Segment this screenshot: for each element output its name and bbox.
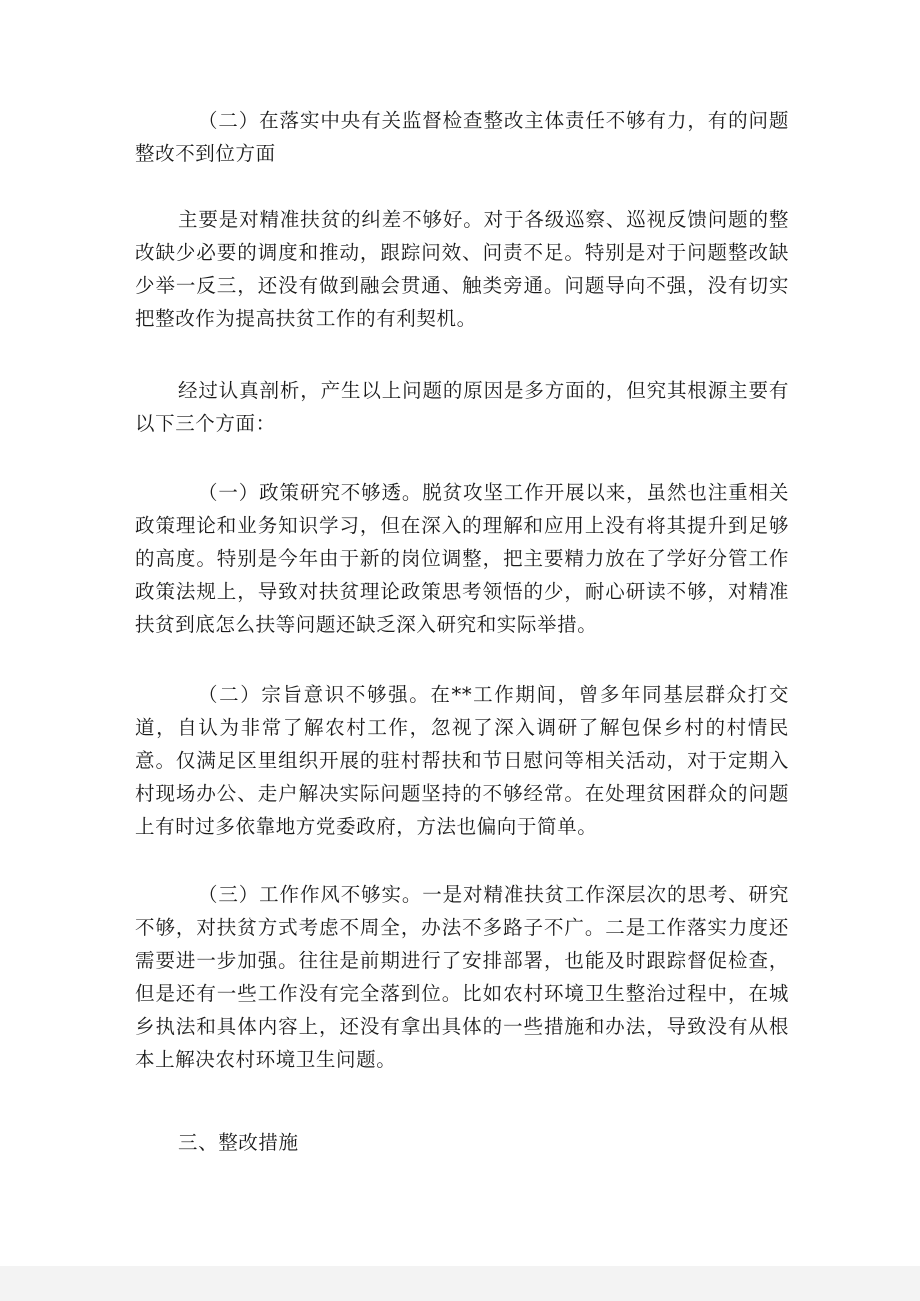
paragraph-cause-work-style: （三）工作作风不够实。一是对精准扶贫工作深层次的思考、研究不够，对扶贫方式考虑不周全，办法不多路子不广。二是工作落实力度还需要进一步加强。往往是前期进行了安排部署，也能及时跟踪督促检查，但是还有一些工作没有完全落到位。比如农村环境卫生整治过程中，在城乡执法和具体内容上，还没有拿出具体的一些措施和办法，导致没有从根本上解决农村环境卫生问题。 bbox=[135, 883, 789, 1071]
paragraph-rectification-issues: 主要是对精准扶贫的纠差不够好。对于各级巡察、巡视反馈问题的整改缺少必要的调度和推动，跟踪问效、问责不足。特别是对于问题整改缺少举一反三，还没有做到融会贯通、触类旁通。问题导向不强，没有切实把整改作为提高扶贫工作的有利契机。 bbox=[135, 208, 789, 330]
page-bottom-band bbox=[0, 1266, 920, 1301]
paragraph-cause-purpose-awareness: （二）宗旨意识不够强。在**工作期间，曾多年同基层群众打交道，自认为非常了解农村工作，忽视了深入调研了解包保乡村的村情民意。仅满足区里组织开展的驻村帮扶和节日慰问等相关活动，对于定期入村现场办公、走户解决实际问题坚持的不够经常。在处理贫困群众的问题上有时过多依靠地方党委政府，方法也偏向于简单。 bbox=[135, 683, 789, 838]
paragraph-cause-analysis-intro: 经过认真剖析，产生以上问题的原因是多方面的，但究其根源主要有以下三个方面： bbox=[135, 379, 789, 435]
section-heading-rectification-measures: 三、整改措施 bbox=[178, 1131, 299, 1154]
paragraph-cause-policy-research: （一）政策研究不够透。脱贫攻坚工作开展以来，虽然也注重相关政策理论和业务知识学习，但在深入的理解和应用上没有将其提升到足够的高度。特别是今年由于新的岗位调整，把主要精力放在了学好分管工作政策法规上，导致对扶贫理论政策思考领悟的少，耐心研读不够，对精准扶贫到底怎么扶等问题还缺乏深入研究和实际举措。 bbox=[135, 481, 789, 636]
paragraph-section-2-heading: （二）在落实中央有关监督检查整改主体责任不够有力，有的问题整改不到位方面 bbox=[135, 109, 789, 165]
